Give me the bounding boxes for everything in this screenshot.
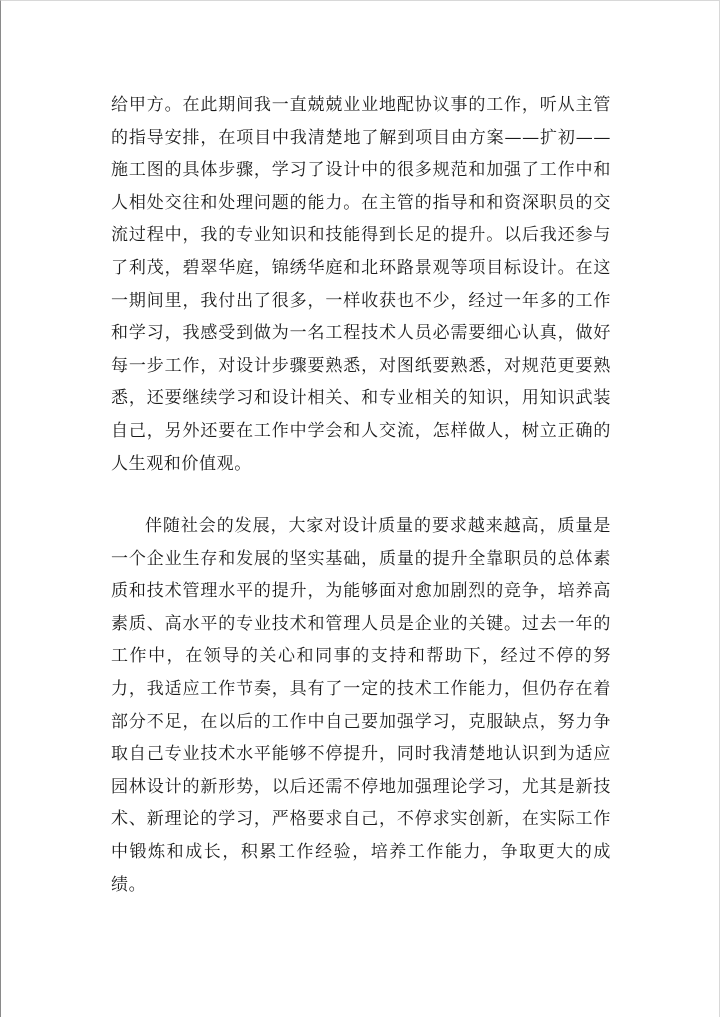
body-paragraph-1: 给甲方。在此期间我一直兢兢业业地配协议事的工作，听从主管的指导安排，在项目中我清楚地了解到项目由方案——扩初——施工图的具体步骤，学习了设计中的很多规范和加强了工作中和人相处交往和处理问题的能力。在主管的指导和和资深职员的交流过程中，我的专业知识和技能得到长足的提升。以后我还参与了利茂，碧翠华庭，锦绣华庭和北环路景观等项目标设计。在这一期间里，我付出了很多，一样收获也不少，经过一年多的工作和学习，我感受到做为一名工程技术人员必需要细心认真，做好每一步工作，对设计步骤要熟悉，对图纸要熟悉，对规范更要熟悉，还要继续学习和设计相关、和专业相关的知识，用知识武装自己，另外还要在工作中学会和人交流，怎样做人，树立正确的人生观和价值观。 [111, 95, 611, 474]
body-paragraph-2: 伴随社会的发展，大家对设计质量的要求越来越高，质量是一个企业生存和发展的坚实基础，质量的提升全靠职员的总体素质和技术管理水平的提升，为能够面对愈加剧烈的竞争，培养高素质、高水平的专业技术和管理人员是企业的关键。过去一年的工作中，在领导的关心和同事的支持和帮助下，经过不停的努力，我适应工作节奏，具有了一定的技术工作能力，但仍存在着部分不足，在以后的工作中自己要加强学习，克服缺点，努力争取自己专业技术水平能够不停提升，同时我清楚地认识到为适应园林设计的新形势，以后还需不停地加强理论学习，尤其是新技术、新理论的学习，严格要求自己，不停求实创新，在实际工作中锻炼和成长，积累工作经验，培养工作能力，争取更大的成绩。 [111, 516, 611, 895]
